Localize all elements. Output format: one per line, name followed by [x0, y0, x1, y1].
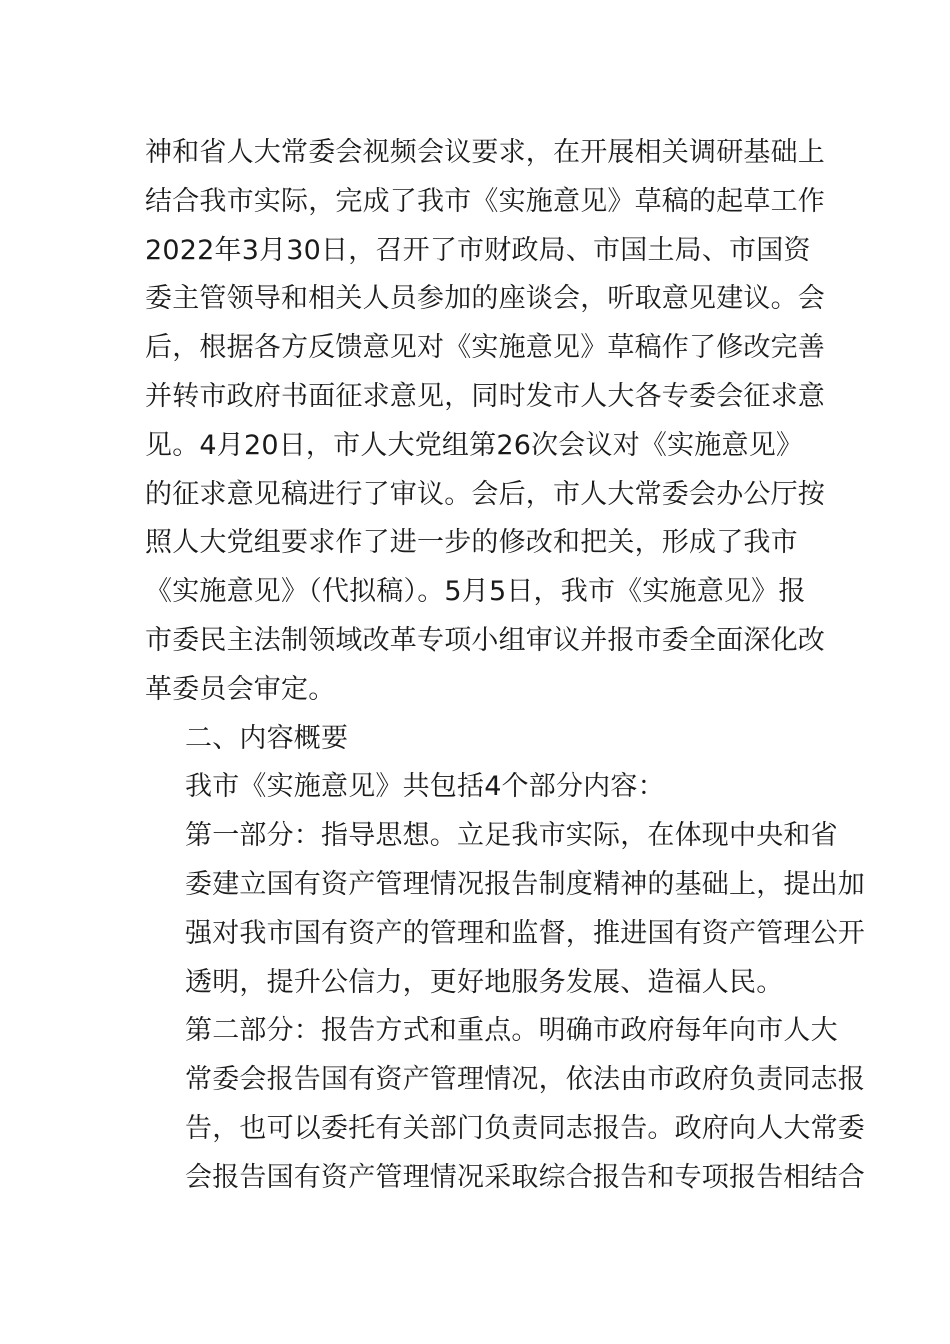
- paragraph: [145, 812, 865, 1007]
- text-line: 神和省人大常委会视频会议要求，在开展相关调研基础上: [145, 137, 825, 168]
- text-line: 常委会报告国有资产管理情况，依法由市政府负责同志报: [185, 1064, 865, 1096]
- text-line: 第一部分：指导思想。立足我市实际，在体现中央和省: [185, 820, 838, 852]
- text-line: 结合我市实际，完成了我市《实施意见》草稿的起草工作: [145, 185, 825, 217]
- text-line: 2022年3月30日，召开了市财政局、市国土局、市国资: [145, 234, 811, 266]
- text-line: 二、内容概要: [185, 722, 349, 754]
- paragraph: [145, 763, 810, 812]
- text-line: 的征求意见稿进行了审议。会后，市人大常委会办公厅按: [145, 478, 825, 510]
- document-body: [145, 129, 865, 1203]
- text-line: 我市《实施意见》共包括4个部分内容：: [185, 771, 665, 803]
- text-line: 第二部分：报告方式和重点。明确市政府每年向市人大: [185, 1015, 838, 1047]
- text-line: 市委民主法制领域改革专项小组审议并报市委全面深化改: [145, 624, 825, 656]
- text-line: 委主管领导和相关人员参加的座谈会，听取意见建议。会: [145, 283, 825, 315]
- text-line: 后，根据各方反馈意见对《实施意见》草稿作了修改完善: [145, 332, 825, 364]
- text-line: 告，也可以委托有关部门负责同志报告。政府向人大常委: [185, 1112, 865, 1144]
- paragraph: [145, 129, 825, 715]
- text-line: 见。4月20日，市人大党组第26次会议对《实施意见》: [145, 429, 804, 461]
- text-line: 《实施意见》（代拟稿）。5月5日，我市《实施意见》报: [145, 576, 806, 608]
- text-line: 强对我市国有资产的管理和监督，推进国有资产管理公开: [185, 917, 865, 949]
- paragraph: [145, 1007, 865, 1202]
- text-line: 委建立国有资产管理情况报告制度精神的基础上，提出加: [185, 868, 865, 900]
- text-line: 照人大党组要求作了进一步的修改和把关，形成了我市: [145, 527, 798, 559]
- text-line: 会报告国有资产管理情况采取综合报告和专项报告相结合: [185, 1161, 865, 1193]
- text-line: 透明，提升公信力，更好地服务发展、造福人民。: [185, 966, 784, 998]
- paragraph: [145, 715, 810, 764]
- text-line: 并转市政府书面征求意见，同时发市人大各专委会征求意: [145, 380, 825, 412]
- text-line: 革委员会审定。: [145, 673, 336, 705]
